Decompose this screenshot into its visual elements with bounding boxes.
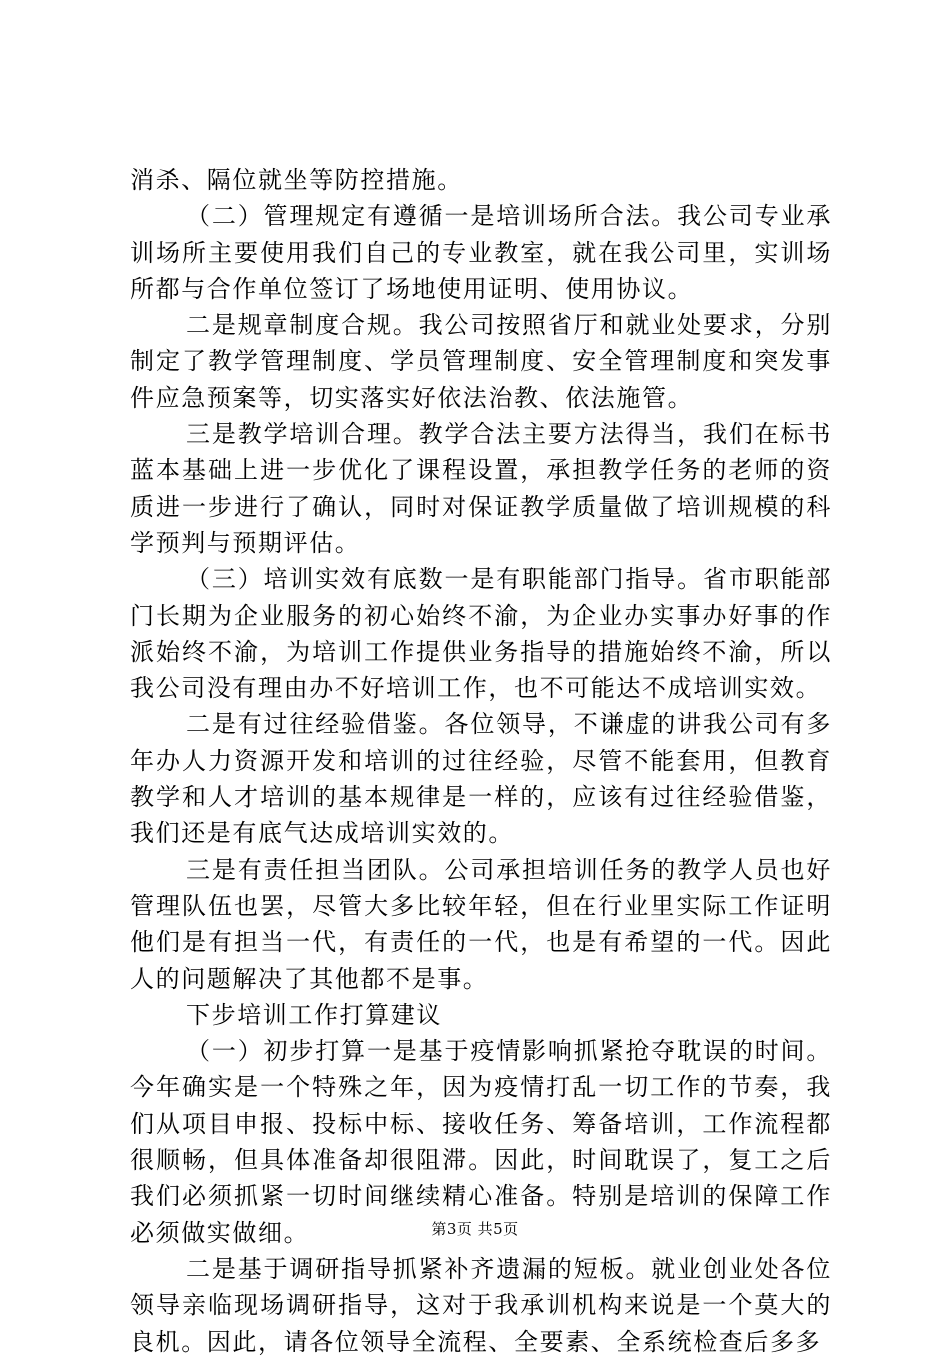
paragraph: （二）管理规定有遵循一是培训场所合法。我公司专业承训场所主要使用我们自己的专业教室，就在我公司里，实训场所都与合作单位签订了场地使用证明、使用协议。	[130, 202, 832, 303]
paragraph: 三是教学培训合理。教学合法主要方法得当，我们在标书蓝本基础上进一步优化了课程设置，承担教学任务的老师的资质进一步进行了确认，同时对保证教学质量做了培训规模的科学预判与预期评估。	[130, 420, 832, 557]
paragraph: 消杀、隔位就坐等防控措施。	[130, 166, 463, 194]
paragraph: 三是有责任担当团队。公司承担培训任务的教学人员也好管理队伍也罢，尽管大多比较年轻，但在行业里实际工作证明他们是有担当一代，有责任的一代，也是有希望的一代。因此人的问题解决了其他都不是事。	[130, 855, 832, 993]
section-heading: 下步培训工作打算建议	[186, 1000, 442, 1029]
paragraph: 二是有过往经验借鉴。各位领导，不谦虚的讲我公司有多年办人力资源开发和培训的过往经验，尽管不能套用，但教育教学和人才培训的基本规律是一样的，应该有过往经验借鉴，我们还是有底气达成培训实效的。	[130, 710, 832, 848]
page-number-footer: 第3页 共5页	[431, 1220, 519, 1238]
paragraph: （三）培训实效有底数一是有职能部门指导。省市职能部门长期为企业服务的初心始终不渝，为企业办实事办好事的作派始终不渝，为培训工作提供业务指导的措施始终不渝，所以我公司没有理由办不好培训工作，也不可能达不成培训实效。	[130, 565, 832, 703]
paragraph: 二是规章制度合规。我公司按照省厅和就业处要求，分别制定了教学管理制度、学员管理制度、安全管理制度和突发事件应急预案等，切实落实好依法治教、依法施管。	[130, 311, 832, 412]
paragraph: 二是基于调研指导抓紧补齐遗漏的短板。就业创业处各位领导亲临现场调研指导，这对于我承训机构来说是一个莫大的良机。因此，请各位领导全流程、全要素、全系统检查后多多	[130, 1254, 832, 1356]
paragraph: （一）初步打算一是基于疫情影响抓紧抢夺耽误的时间。今年确实是一个特殊之年，因为疫情打乱一切工作的节奏，我们从项目申报、投标中标、接收任务、筹备培训，工作流程都很顺畅，但具体准备却很阻滞。因此，时间耽误了，复工之后我们必须抓紧一切时间继续精心准备。特别是培训的保障工作必须做实做细。	[130, 1037, 832, 1247]
document-body	[130, 162, 832, 1360]
